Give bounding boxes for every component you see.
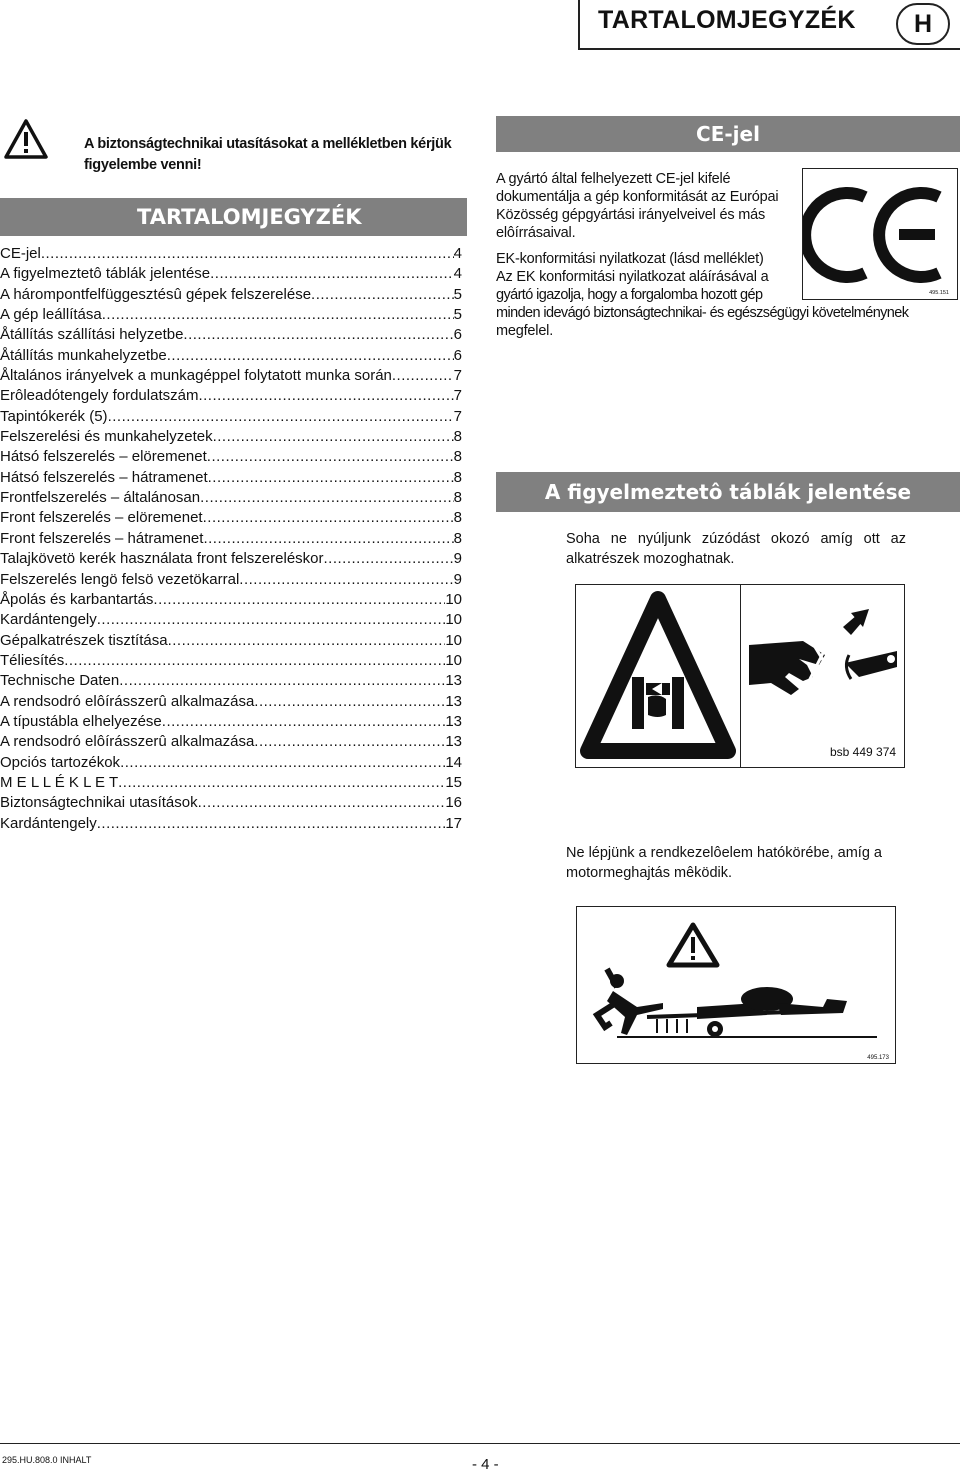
toc-item-title: Tapintókerék (5): [0, 407, 108, 425]
warning-signs-heading: A figyelmeztetô táblák jelentése: [496, 472, 960, 512]
toc-item-title: Felszerelés lengö felsö vezetökarral: [0, 570, 240, 588]
toc-item-page: 8: [453, 448, 462, 466]
toc-leader-dots: [392, 366, 454, 386]
toc-item-page: 7: [453, 407, 462, 425]
toc-item: [0, 285, 462, 305]
toc-item-page: 7: [453, 367, 462, 385]
sign2-description: Ne lépjünk a rendkezelôelem hatókörébe, amíg a motormeghajtás mêködik.: [566, 845, 882, 881]
ce-line: Közösség gépgyártási irányelveivel és más: [496, 207, 766, 223]
footer-page-number: - 4 -: [472, 1456, 499, 1473]
toc-item: [0, 773, 462, 793]
toc-leader-dots: [97, 610, 446, 630]
toc-leader-dots: [198, 793, 446, 813]
toc-item: [0, 529, 462, 549]
toc-leader-dots: [210, 264, 454, 284]
toc-item: [0, 610, 462, 630]
toc-item-page: 10: [445, 651, 462, 669]
toc-item-title: Åtállítás szállítási helyzetbe: [0, 326, 184, 344]
toc-item-page: 16: [445, 794, 462, 812]
toc-item: [0, 366, 462, 386]
toc-item: [0, 712, 462, 732]
toc-item-page: 4: [453, 245, 462, 262]
toc-list: [0, 244, 462, 834]
toc-leader-dots: [200, 488, 454, 508]
toc-item-page: 6: [453, 346, 462, 364]
page-title: TARTALOMJEGYZÉK: [598, 6, 856, 34]
toc-item-page: 4: [453, 265, 462, 283]
sign1-code: bsb 449 374: [830, 745, 897, 759]
ce-line: minden idevágó biztonságtechnikai- és egészségügyi követelménynek: [496, 305, 909, 321]
toc-leader-dots: [41, 244, 454, 264]
toc-item: [0, 753, 462, 773]
toc-item: [0, 325, 462, 345]
header-rule-horizontal: [578, 48, 960, 50]
toc-item: [0, 508, 462, 528]
toc-leader-dots: [203, 508, 454, 528]
toc-item-title: Kardántengely: [0, 611, 97, 629]
toc-item-page: 8: [453, 489, 462, 507]
header-rule-vertical: [578, 0, 580, 48]
toc-item-title: A figyelmeztetô táblák jelentése: [0, 265, 211, 283]
toc-item-title: Felszerelési és munkahelyzetek: [0, 428, 213, 446]
toc-item-title: Front felszerelés – elöremenet: [0, 509, 203, 527]
crush-warning-sign: [575, 584, 905, 768]
toc-item-page: 10: [445, 590, 462, 608]
toc-item: [0, 264, 462, 284]
toc-item-page: 14: [445, 753, 462, 771]
toc-item-title: Åtállítás munkahelyzetbe: [0, 346, 167, 364]
toc-item: [0, 488, 462, 508]
toc-item-title: A rendsodró elôírásszerû alkalmazása: [0, 733, 255, 751]
toc-leader-dots: [198, 386, 453, 406]
toc-item-page: 15: [445, 773, 462, 791]
toc-leader-dots: [203, 529, 453, 549]
toc-item-title: Opciós tartozékok: [0, 753, 121, 771]
toc-item-page: 13: [445, 712, 462, 730]
toc-item-title: Téliesítés: [0, 651, 65, 669]
toc-heading-label: TARTALOMJEGYZÉK: [137, 205, 362, 229]
toc-heading: [0, 198, 467, 236]
toc-item-title: Gépalkatrészek tisztítása: [0, 631, 168, 649]
toc-item-title: Biztonságtechnikai utasítások: [0, 794, 198, 812]
toc-leader-dots: [102, 305, 454, 325]
toc-item: [0, 549, 462, 569]
ce-heading: CE-jel: [496, 116, 960, 152]
toc-item: [0, 793, 462, 813]
toc-leader-dots: [208, 468, 454, 488]
toc-leader-dots: [324, 549, 454, 569]
ce-line: A gyártó által felhelyezett CE-jel kifelé: [496, 171, 731, 187]
stay-clear-warning-sign: [576, 906, 896, 1064]
toc-leader-dots: [97, 814, 446, 834]
toc-item: [0, 590, 462, 610]
toc-leader-dots: [167, 346, 454, 366]
toc-item-title: Hátsó felszerelés – elöremenet: [0, 448, 207, 466]
ce-line: Az EK konformitási nyilatkozat aláírásával a: [496, 269, 769, 285]
toc-item: [0, 346, 462, 366]
ce-line: gyártó igazolja, hogy a forgalomba hozott gép: [496, 287, 763, 303]
toc-leader-dots: [108, 407, 454, 427]
toc-leader-dots: [118, 773, 445, 793]
safety-note: A biztonságtechnikai utasításokat a mellékletben kérjük figyelembe venni!: [84, 136, 452, 173]
ce-mark-icon: [803, 169, 957, 299]
toc-item: [0, 732, 462, 752]
language-badge: H: [896, 3, 950, 45]
toc-item-title: Talajkövetö kerék használata front felszereléskor: [0, 550, 324, 568]
ce-mark-box: [802, 168, 958, 300]
toc-item: [0, 407, 462, 427]
toc-item-page: 8: [453, 529, 462, 547]
toc-item-page: 13: [445, 733, 462, 751]
toc-item-page: 10: [445, 611, 462, 629]
sign1-description: Soha ne nyúljunk zúzódást okozó amíg ott az alkatrészek mozoghatnak.: [566, 531, 906, 567]
toc-item-page: 13: [445, 672, 462, 690]
toc-item-title: Kardántengely: [0, 814, 97, 832]
toc-item-title: Frontfelszerelés – általánosan: [0, 489, 201, 507]
toc-leader-dots: [239, 570, 453, 590]
toc-item-title: A hárompontfelfüggesztésû gépek felszerelése: [0, 285, 312, 303]
toc-item-title: Front felszerelés – hátramenet: [0, 529, 204, 547]
toc-item: [0, 468, 462, 488]
toc-item-title: Åltalános irányelvek a munkagéppel folytatott munka során: [0, 367, 392, 385]
toc-leader-dots: [207, 447, 454, 467]
toc-item-page: 13: [445, 692, 462, 710]
toc-item-title: Erôleadótengely fordulatszám: [0, 387, 199, 405]
footer-doc-code: 295.HU.808.0 INHALT: [2, 1455, 92, 1465]
stay-clear-pictogram-icon: [577, 907, 895, 1063]
toc-item-page: 5: [453, 306, 462, 324]
toc-item-page: 9: [453, 570, 462, 588]
toc-item-page: 8: [453, 428, 462, 446]
toc-item-page: 9: [453, 550, 462, 568]
toc-leader-dots: [213, 427, 454, 447]
toc-leader-dots: [153, 590, 445, 610]
footer-rule: [0, 1443, 960, 1444]
toc-leader-dots: [311, 285, 454, 305]
toc-item-page: 8: [453, 509, 462, 527]
ce-line: elôírrásaival.: [496, 225, 576, 241]
toc-leader-dots: [254, 692, 445, 712]
toc-leader-dots: [254, 732, 445, 752]
toc-item-title: M E L L É K L E T: [0, 773, 119, 791]
ce-line: megfelel.: [496, 323, 554, 339]
toc-item-title: Technische Daten: [0, 672, 120, 690]
toc-item: [0, 427, 462, 447]
ce-mark-code: 495.151: [929, 290, 949, 296]
toc-item-page: 10: [445, 631, 462, 649]
toc-item: [0, 244, 462, 264]
toc-item: [0, 386, 462, 406]
warning-triangle-icon: [4, 118, 48, 160]
toc-item-page: 5: [453, 285, 462, 303]
toc-item: [0, 651, 462, 671]
toc-item-title: CE-jel: [0, 245, 41, 262]
toc-item: [0, 447, 462, 467]
toc-item-title: Hátsó felszerelés – hátramenet: [0, 468, 208, 486]
crush-hazard-triangle-icon: [576, 585, 740, 767]
toc-leader-dots: [119, 671, 445, 691]
toc-item: [0, 692, 462, 712]
toc-leader-dots: [168, 631, 446, 651]
toc-item-title: Åpolás és karbantartás: [0, 590, 154, 608]
toc-item: [0, 814, 462, 834]
toc-leader-dots: [162, 712, 446, 732]
ce-line: EK-konformitási nyilatkozat (lásd melléklet): [496, 251, 764, 267]
toc-leader-dots: [120, 753, 445, 773]
hand-crush-pictogram-icon: [741, 585, 904, 767]
toc-item: [0, 305, 462, 325]
sign2-code: 495.173: [867, 1055, 889, 1061]
toc-leader-dots: [183, 325, 453, 345]
toc-item-page: 8: [453, 468, 462, 486]
toc-item-page: 6: [453, 326, 462, 344]
toc-item-title: A gép leállítása: [0, 306, 102, 324]
toc-item-title: A rendsodró elôírásszerû alkalmazása: [0, 692, 255, 710]
toc-item: [0, 570, 462, 590]
toc-item-title: A típustábla elhelyezése: [0, 712, 162, 730]
toc-item: [0, 631, 462, 651]
toc-item-page: 7: [453, 387, 462, 405]
ce-line: dokumentálja a gép konformitását az Európai: [496, 189, 779, 205]
toc-item: [0, 671, 462, 691]
toc-leader-dots: [64, 651, 445, 671]
toc-item-page: 17: [445, 814, 462, 832]
